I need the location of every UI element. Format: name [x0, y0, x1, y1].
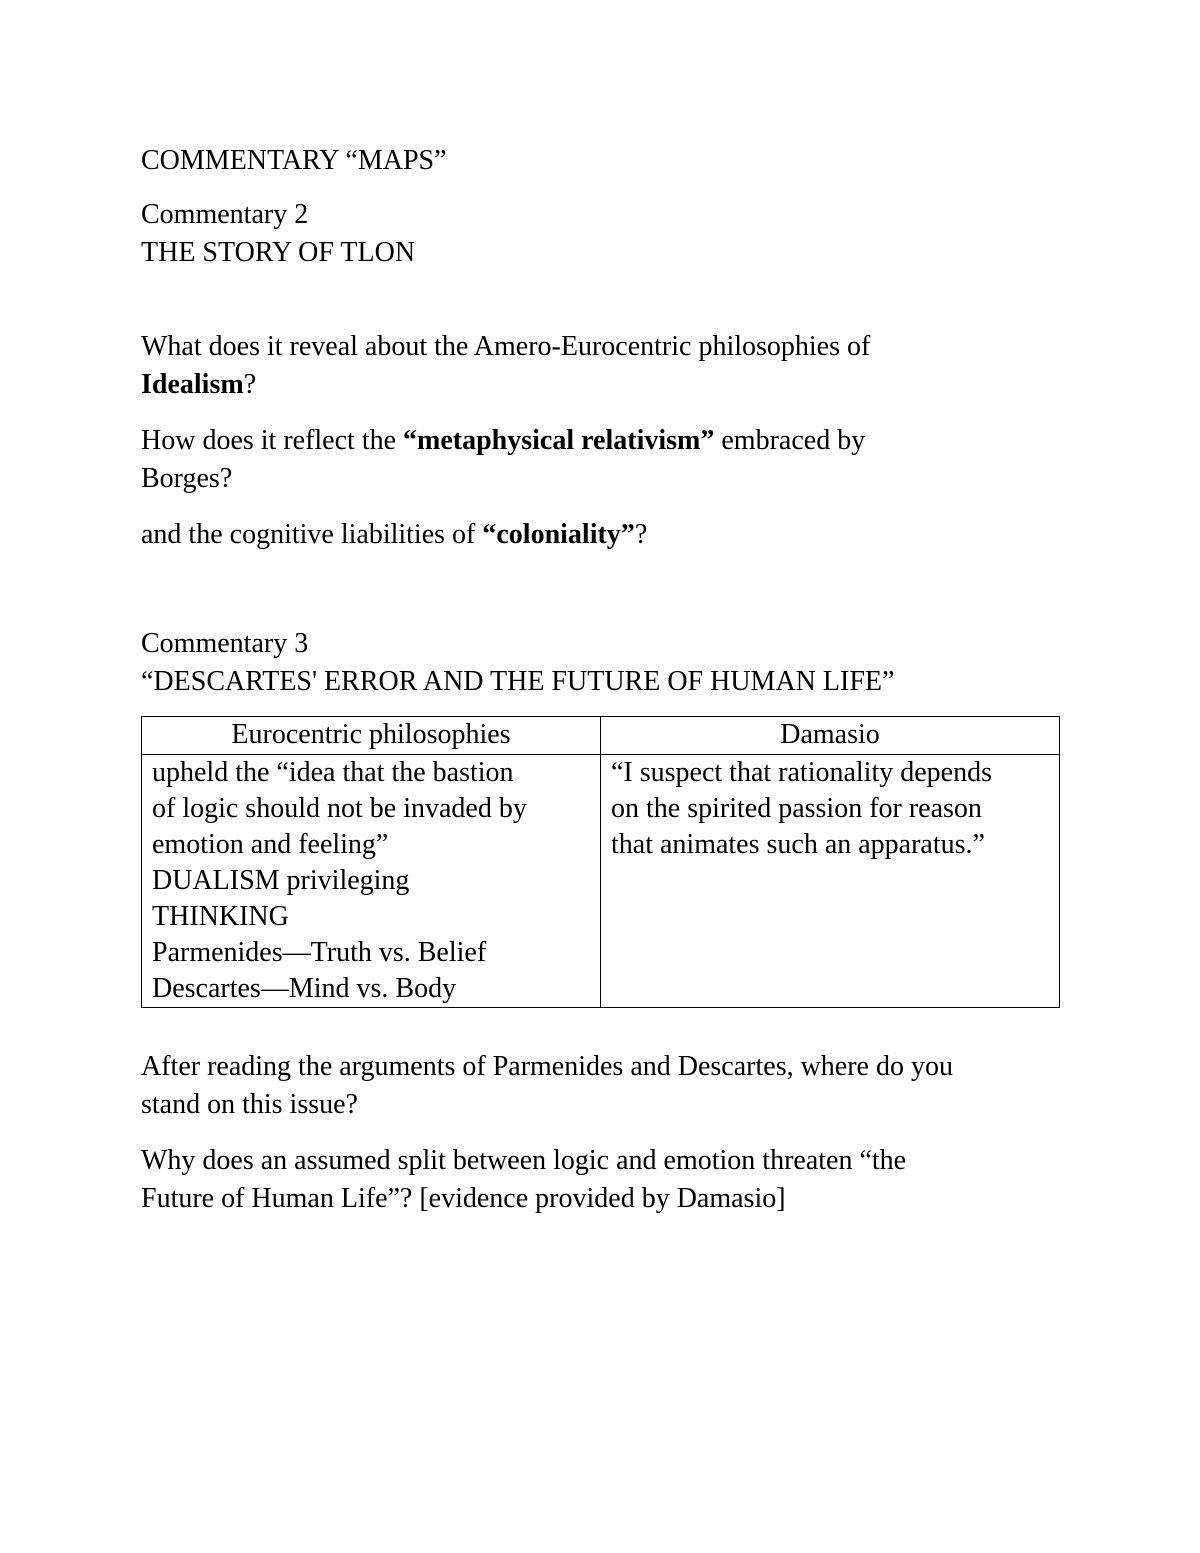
commentary-2-question-1 [141, 328, 1061, 404]
question-5-line-1: Why does an assumed split between logic and emotion threaten “the [141, 1145, 907, 1176]
cell-line: “I suspect that rationality depends [611, 757, 992, 788]
cell-line: emotion and feeling” [152, 829, 389, 860]
question-4-line-1: After reading the arguments of Parmenides and Descartes, where do you [141, 1051, 953, 1082]
question-3-line: and the cognitive liabilities of “coloniality”? [141, 519, 648, 550]
commentary-2-title: Commentary 2 [141, 199, 309, 230]
commentary-3-question-5 [141, 1142, 1061, 1218]
heading-text: COMMENTARY “MAPS” [141, 145, 447, 176]
cell-line: THINKING [152, 901, 289, 932]
comparison-table [141, 716, 1060, 1008]
commentary-2-section [141, 196, 1061, 272]
table-row [142, 755, 1060, 1008]
metaphysical-relativism-term: “metaphysical relativism” [403, 425, 715, 456]
table-header-cell: Damasio [601, 717, 1060, 755]
damasio-cell [601, 755, 1060, 1008]
cell-line: DUALISM privileging [152, 865, 410, 896]
question-1-line-2: Idealism? [141, 369, 257, 400]
commentary-3-section [141, 625, 1061, 701]
cell-line: that animates such an apparatus.” [611, 829, 985, 860]
idealism-term: Idealism [141, 369, 244, 400]
question-2-line-2: Borges? [141, 463, 233, 494]
commentary-3-title: Commentary 3 [141, 628, 309, 659]
cell-line: of logic should not be invaded by [152, 793, 527, 824]
cell-line: Parmenides—Truth vs. Belief [152, 937, 487, 968]
commentary-2-question-3 [141, 516, 1061, 554]
commentary-3-subtitle: “DESCARTES' ERROR AND THE FUTURE OF HUMAN LIFE” [141, 666, 895, 697]
commentary-2-subtitle: THE STORY OF TLON [141, 237, 416, 268]
commentary-3-question-4 [141, 1048, 1061, 1124]
cell-line: on the spirited passion for reason [611, 793, 982, 824]
document-heading [141, 142, 1061, 180]
table-header-row [142, 717, 1060, 755]
question-5-line-2: Future of Human Life”? [evidence provided by Damasio] [141, 1183, 786, 1214]
coloniality-term: “coloniality” [482, 519, 635, 550]
eurocentric-cell [142, 755, 601, 1008]
table-header-cell: Eurocentric philosophies [142, 717, 601, 755]
question-4-line-2: stand on this issue? [141, 1089, 358, 1120]
commentary-2-question-2 [141, 422, 1061, 498]
cell-line: upheld the “idea that the bastion [152, 757, 514, 788]
question-1-line-1: What does it reveal about the Amero-Eurocentric philosophies of [141, 331, 871, 362]
cell-line: Descartes—Mind vs. Body [152, 973, 457, 1004]
question-2-line-1: How does it reflect the “metaphysical relativism” embraced by [141, 425, 866, 456]
